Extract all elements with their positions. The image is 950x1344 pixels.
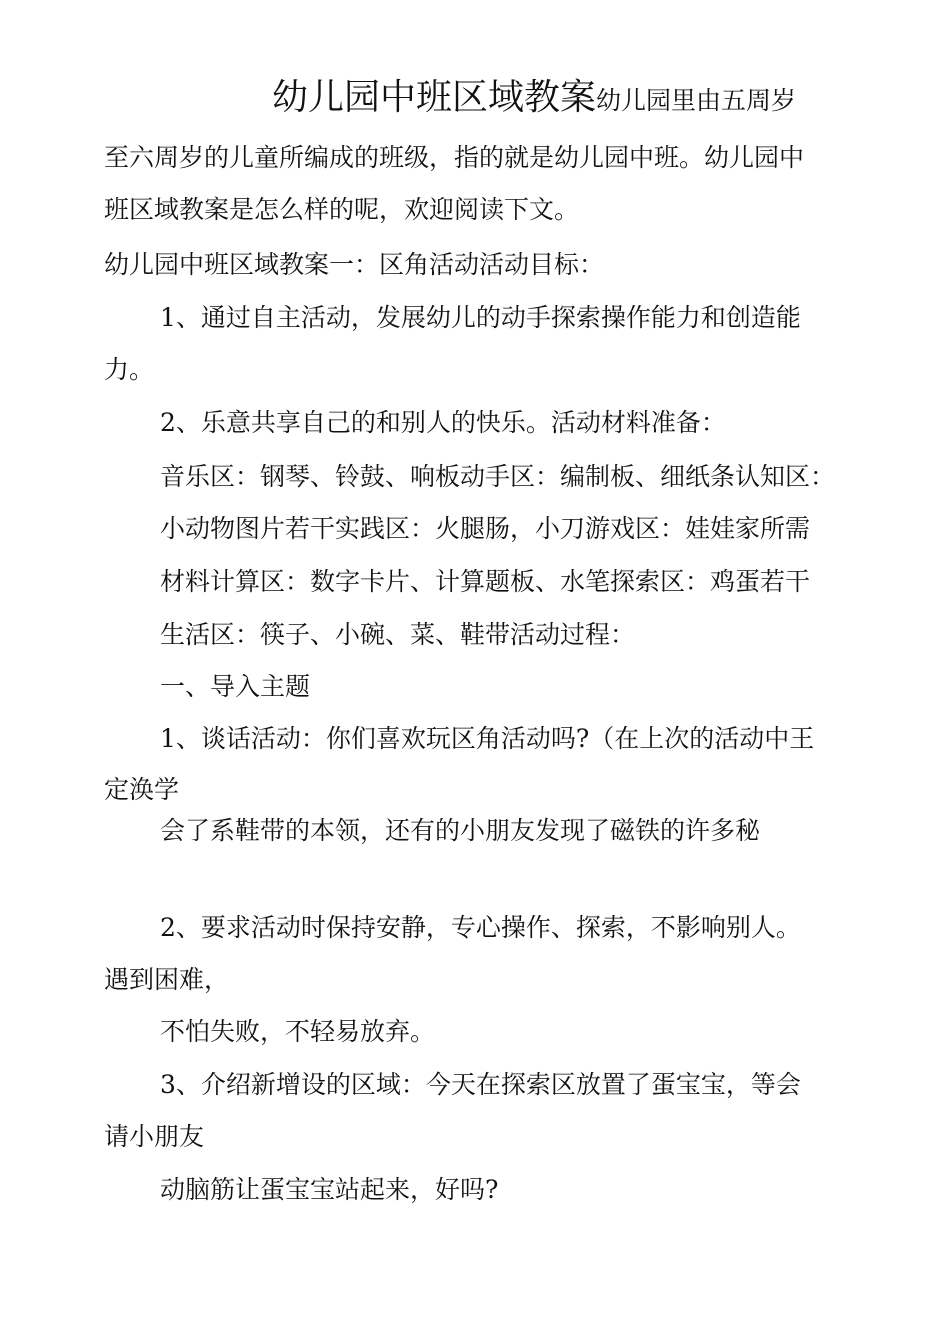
section-heading: 幼儿园中班区域教案一：区角活动活动目标： — [104, 250, 605, 279]
paragraph-line: 班区域教案是怎么样的呢，欢迎阅读下文。 — [104, 195, 580, 224]
paragraph-line: 动脑筋让蛋宝宝站起来，好吗? — [160, 1175, 499, 1204]
document-title: 幼儿园中班区域教案 — [272, 77, 597, 118]
paragraph-line: 会了系鞋带的本领，还有的小朋友发现了磁铁的许多秘 — [160, 816, 761, 845]
paragraph-line: 音乐区：钢琴、铃鼓、响板动手区：编制板、细纸条认知区： — [160, 462, 836, 491]
paragraph-line: 3、介绍新增设的区域：今天在探索区放置了蛋宝宝，等会 — [160, 1070, 801, 1099]
paragraph-line: 生活区：筷子、小碗、菜、鞋带活动过程： — [160, 620, 636, 649]
paragraph-line: 遇到困难， — [104, 965, 230, 994]
title-line — [272, 78, 796, 118]
paragraph-line: 小动物图片若干实践区：火腿肠，小刀游戏区：娃娃家所需 — [160, 514, 811, 543]
paragraph-line: 力。 — [104, 355, 155, 384]
paragraph-line: 一、导入主题 — [160, 672, 311, 701]
paragraph-line: 定涣学 — [104, 775, 180, 804]
intro-text: 幼儿园里由五周岁 — [596, 86, 797, 115]
paragraph-line: 材料计算区：数字卡片、计算题板、水笔探索区：鸡蛋若干 — [160, 567, 811, 596]
paragraph-line: 1、谈话活动：你们喜欢玩区角活动吗?（在上次的活动中王 — [160, 724, 815, 753]
paragraph-line: 请小朋友 — [104, 1122, 205, 1151]
paragraph-line: 2、乐意共享自己的和别人的快乐。活动材料准备： — [160, 408, 726, 437]
paragraph-line: 不怕失败，不轻易放弃。 — [160, 1017, 436, 1046]
paragraph-line: 2、要求活动时保持安静，专心操作、探索，不影响别人。 — [160, 913, 801, 942]
paragraph-line: 1、通过自主活动，发展幼儿的动手探索操作能力和创造能 — [160, 303, 801, 332]
paragraph-line: 至六周岁的儿童所编成的班级，指的就是幼儿园中班。幼儿园中 — [104, 143, 805, 172]
